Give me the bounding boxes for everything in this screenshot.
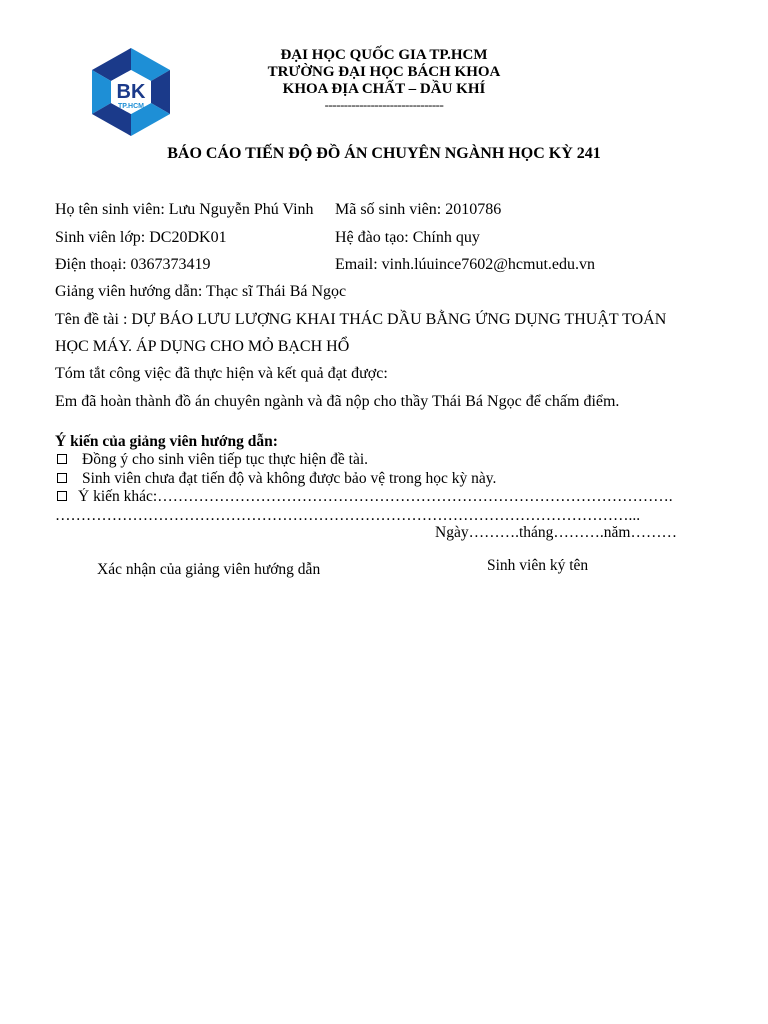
- student-class: Sinh viên lớp: DC20DK01: [55, 229, 227, 246]
- checkbox-other-opinion[interactable]: [57, 491, 67, 501]
- student-id: Mã số sinh viên: 2010786: [335, 201, 502, 218]
- option-agree: Đồng ý cho sinh viên tiếp tục thực hiện đề tài.: [82, 451, 369, 468]
- option-not-on-schedule: Sinh viên chưa đạt tiến độ và không được bảo vệ trong học kỳ này.: [82, 470, 497, 487]
- student-phone: Điện thoại: 0367373419: [55, 256, 211, 273]
- opinion-heading: Ý kiến của giảng viên hướng dẫn:: [55, 433, 278, 450]
- option-other-opinion: Ý kiến khác:……………………………………………………………………………………….: [78, 488, 673, 505]
- date-line: Ngày……….tháng……….năm………: [435, 524, 677, 541]
- topic-line-1: Tên đề tài : DỰ BÁO LƯU LƯỢNG KHAI THÁC DẦU BẰNG ỨNG DỤNG THUẬT TOÁN: [55, 311, 667, 328]
- header-separator: -------------------------------: [324, 97, 444, 112]
- summary-label: Tóm tắt công việc đã thực hiện và kết quả đạt được:: [55, 365, 388, 382]
- checkbox-not-on-schedule[interactable]: [57, 473, 67, 483]
- logo-text-sub: TP.HCM: [118, 103, 144, 110]
- topic-line-2: HỌC MÁY. ÁP DỤNG CHO MỎ BẠCH HỔ: [55, 338, 350, 355]
- report-title: BÁO CÁO TIẾN ĐỘ ĐỒ ÁN CHUYÊN NGÀNH HỌC KỲ 241: [167, 145, 601, 162]
- header-faculty: KHOA ĐỊA CHẤT – DẦU KHÍ: [282, 81, 486, 97]
- student-signature: Sinh viên ký tên: [487, 557, 589, 574]
- checkbox-agree[interactable]: [57, 454, 67, 464]
- student-program: Hệ đào tạo: Chính quy: [335, 229, 480, 246]
- student-name: Họ tên sinh viên: Lưu Nguyễn Phú Vinh: [55, 201, 314, 218]
- logo-text-main: BK: [116, 81, 146, 103]
- student-email: Email: vinh.lúuince7602@hcmut.edu.vn: [335, 256, 596, 273]
- advisor-confirmation: Xác nhận của giảng viên hướng dẫn: [97, 561, 321, 578]
- header-school: TRƯỜNG ĐẠI HỌC BÁCH KHOA: [267, 64, 501, 80]
- advisor-name: Giảng viên hướng dẫn: Thạc sĩ Thái Bá Ngọc: [55, 283, 347, 300]
- header-university: ĐẠI HỌC QUỐC GIA TP.HCM: [280, 47, 488, 63]
- bk-university-logo: [84, 46, 178, 138]
- summary-text: Em đã hoàn thành đồ án chuyên ngành và đã nộp cho thầy Thái Bá Ngọc để chấm điểm.: [55, 393, 620, 410]
- dotted-line: …………………………………………………………………………………………………...: [55, 507, 641, 524]
